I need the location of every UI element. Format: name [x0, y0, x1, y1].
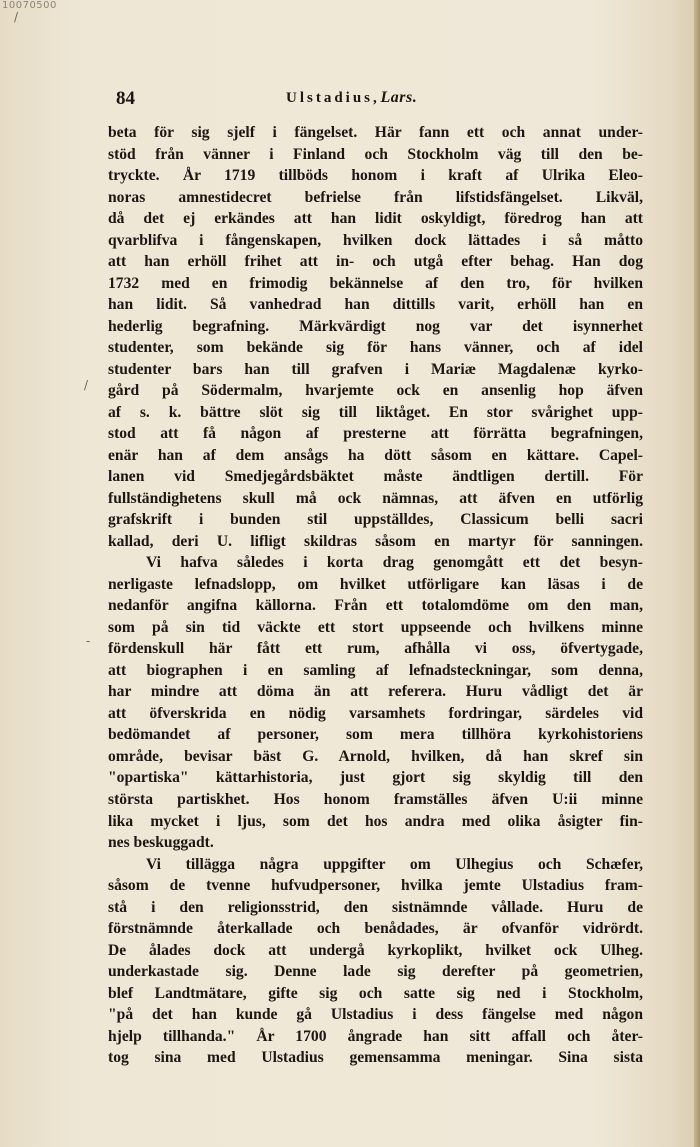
scan-id: 10070500 [2, 0, 57, 11]
text-line: "på det han kunde gå Ulstadius i dess fängelse med någon [108, 1006, 643, 1024]
text-line: stöd från vänner i Finland och Stockholm väg till den be- [108, 145, 643, 163]
text-line: han lidit. Så vanhedrad han dittills varit, erhöll han en [108, 296, 643, 314]
margin-mark: / [14, 10, 19, 24]
text-line: "opartiska" kättarhistoria, just gjort sig skyldig till den [108, 769, 643, 787]
page-header [116, 88, 642, 114]
text-line: hjelp tillhanda." År 1700 ångrade han sitt affall och åter- [108, 1027, 643, 1045]
text-line: 1732 med en frimodig bekännelse af den tro, för hvilken [108, 274, 643, 292]
text-line: beta för sig sjelf i fängelset. Här fann ett och annat under- [108, 124, 643, 141]
text-line: såsom de tvenne hufvudpersoner, hvilka jemte Ulstadius fram- [108, 877, 643, 895]
text-line: nerligaste lefnadslopp, om hvilket utförligare kan läsas i de [108, 575, 643, 593]
text-line: största partiskhet. Hos honom framställes äfven U:ii minne [108, 790, 643, 808]
text-line: fördenskull här fått ett rum, afhålla vi oss, öfvertygade, [108, 640, 643, 658]
text-line: De ålades dock att undergå kyrkoplikt, hvilket ock Ulheg. [108, 941, 643, 959]
page-number: 84 [116, 88, 135, 109]
margin-mark: / [84, 378, 89, 392]
text-line: qvarblifva i fångenskapen, hvilken dock lättades i så måtto [108, 231, 643, 249]
text-line: tog sina med Ulstadius gemensamma meningar. Sina sista [108, 1049, 643, 1067]
text-line: lanen vid Smedjegårdsbäktet måste ändtligen dertill. För [108, 468, 643, 486]
text-line: att han erhöll frihet att in- och utgå efter behag. Han dog [108, 253, 643, 271]
paragraph-start-line: Vi hafva således i korta drag genomgått ett det besyn- [146, 554, 643, 572]
body-text [108, 122, 643, 1069]
text-line: studenter bars han till grafven i Mariæ Magdalenæ kyrko- [108, 360, 643, 378]
paragraph-end-line: nes beskuggadt. [108, 834, 214, 852]
running-head [286, 89, 417, 107]
text-line: grafskrift i bunden stil uppställdes, Classicum belli sacri [108, 511, 643, 529]
page-edge [694, 0, 700, 1147]
text-line: nedanför angifna källorna. Från ett totalomdöme om den man, [108, 597, 643, 615]
text-line: stå i den religionsstrid, den sistnämnde vållade. Huru de [108, 898, 643, 916]
text-line: har mindre att döma än att referera. Huru vådligt det är [108, 683, 643, 701]
text-line: förstnämnde återkallade och benådades, är ofvanför vidrördt. [108, 920, 643, 938]
text-line: som på sin tid väckte ett stort uppseende och hvilkens minne [108, 618, 643, 636]
text-line: då det ej erkändes att han lidit oskyldigt, föredrog han att [108, 210, 643, 228]
text-line: fullständighetens skull må ock nämnas, att äfven en utförlig [108, 489, 643, 507]
text-line: studenter, som bekände sig för hans vänner, och af idel [108, 339, 643, 357]
text-line: tryckte. År 1719 tillböds honom i kraft af Ulrika Eleo- [108, 167, 643, 185]
running-head-given-name: Lars. [380, 89, 418, 106]
text-line: underkastade sig. Denne lade sig derefter på geometrien, [108, 963, 643, 981]
text-line: stod att få någon af presterne att förrätta begrafningen, [108, 425, 643, 443]
text-line: blef Landtmätare, gifte sig och satte sig ned i Stockholm, [108, 984, 643, 1002]
text-line: kallad, deri U. lifligt skildras såsom en martyr för sanningen. [108, 532, 643, 550]
text-line: af s. k. bättre slöt sig till liktåget. En stor svårighet upp- [108, 403, 643, 421]
paragraph-start-line: Vi tillägga några uppgifter om Ulhegius och Schæfer, [146, 855, 643, 873]
text-line: gård på Södermalm, hvarjemte ock en ansenlig hop äfven [108, 382, 643, 400]
text-line: att biographen i en samling af lefnadsteckningar, som denna, [108, 661, 643, 679]
running-head-surname: Ulstadius [286, 90, 374, 106]
text-line: noras amnestidecret befrielse från lifstidsfängelset. Likväl, [108, 188, 643, 206]
text-line: område, bevisar bäst G. Arnold, hvilken, då han skref sin [108, 747, 643, 765]
text-line: lika mycket i ljus, som det hos andra med olika åsigter fin- [108, 812, 643, 830]
text-line: enär han af dem ansågs ha dött såsom en kättare. Capel- [108, 446, 643, 464]
text-line: att öfverskrida en nödig varsamhets fordringar, särdeles vid [108, 704, 643, 722]
text-line: bedömandet af personer, som mera tillhöra kyrkohistoriens [108, 726, 643, 744]
running-head-separator: , [373, 90, 381, 106]
text-line: hederlig begrafning. Märkvärdigt nog var det isynnerhet [108, 317, 643, 335]
margin-mark: - [86, 634, 91, 648]
